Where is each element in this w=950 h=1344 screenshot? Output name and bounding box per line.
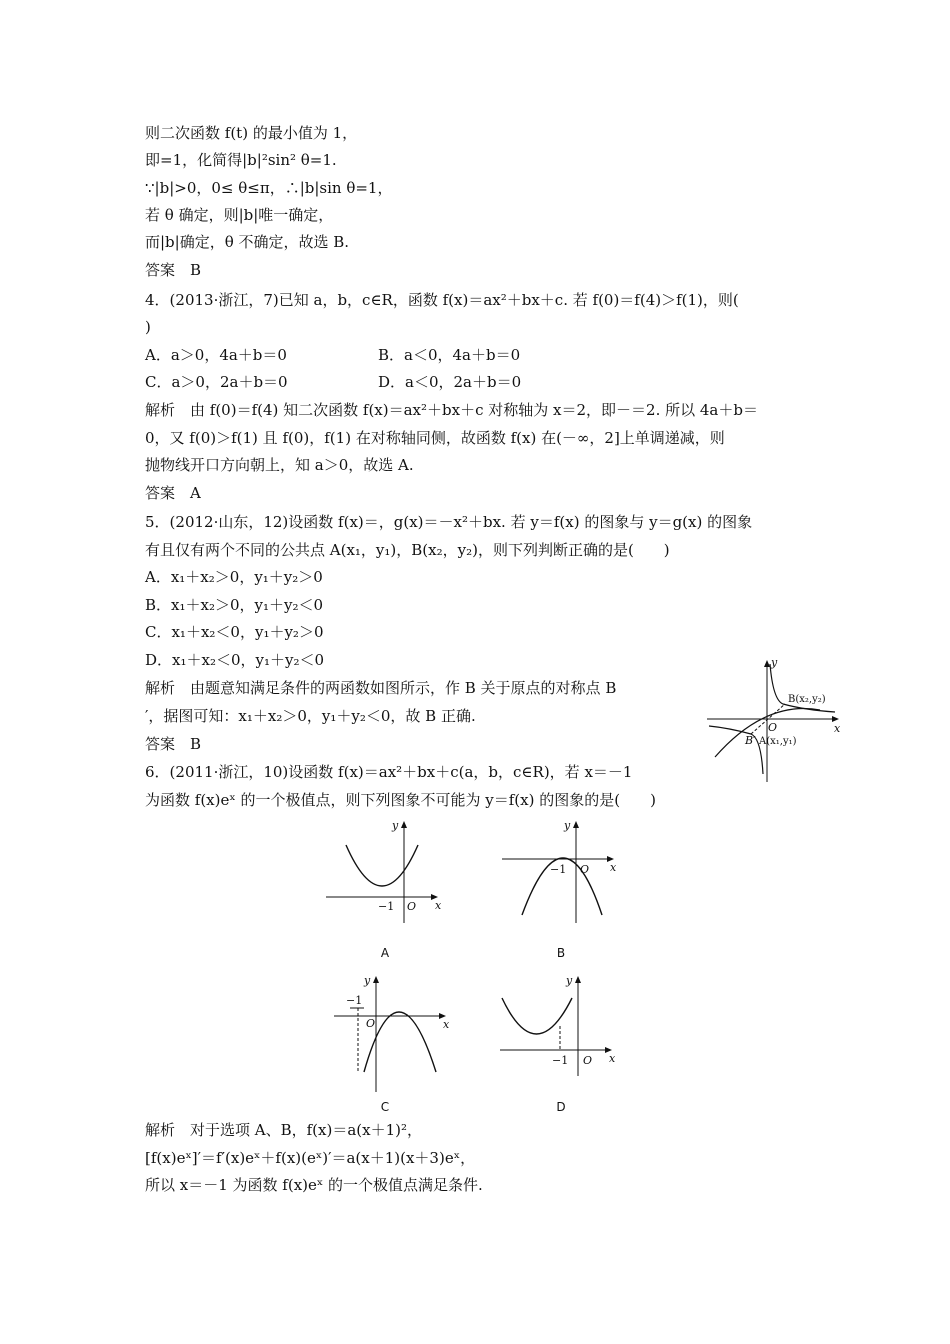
text-line: 即=1，化简得|b|²sin² θ=1.: [145, 151, 337, 169]
label-x: x: [610, 861, 617, 874]
q5-option-b: B．x₁＋x₂＞0，y₁＋y₂＜0: [145, 596, 324, 614]
label-origin: O: [366, 1017, 376, 1030]
y-arrow-icon: [575, 976, 581, 983]
text-line: [f(x)eˣ]′＝f′(x)eˣ＋f(x)(eˣ)′＝a(x＋1)(x＋3)eˣ，: [145, 1149, 476, 1167]
q4-option-a: A．a＞0，4a＋b＝0: [145, 346, 287, 364]
answer-line: 答案 B: [145, 735, 202, 753]
text-line: 解析 由 f(0)＝f(4) 知二次函数 f(x)＝ax²＋bx＋c 对称轴为 x＝2，即－＝2. 所以 4a＋b＝: [145, 401, 758, 419]
parabola: [502, 998, 572, 1034]
text-line: 抛物线开口方向朝上，知 a＞0，故选 A.: [145, 456, 414, 474]
label-origin: O: [768, 721, 778, 734]
y-arrow-icon: [401, 821, 407, 828]
graph-b: [498, 815, 628, 925]
q4-option-d: D．a＜0，2a＋b＝0: [378, 373, 522, 391]
y-arrow-icon: [573, 821, 579, 828]
parabola: [346, 845, 418, 886]
q5-option-a: A．x₁＋x₂＞0，y₁＋y₂＞0: [145, 568, 323, 586]
text-line: 0，又 f(0)＞f(1) 且 f(0)，f(1) 在对称轴同侧，故函数 f(x) 在(－∞，2]上单调递减，则: [145, 429, 725, 447]
label-a: A(x₁,y₁): [759, 736, 797, 747]
text-line: 所以 x＝－1 为函数 f(x)eˣ 的一个极值点满足条件.: [145, 1176, 483, 1194]
q5-option-d: D．x₁＋x₂＜0，y₁＋y₂＜0: [145, 651, 325, 669]
label-b-prime: B′: [745, 734, 756, 747]
graph-caption-d: D: [556, 1100, 566, 1114]
graph-d: [496, 970, 626, 1080]
graph-caption-a: A: [380, 946, 390, 960]
q4-option-b: B．a＜0，4a＋b＝0: [378, 346, 521, 364]
label-origin: O: [583, 1054, 593, 1067]
label-x: x: [443, 1018, 450, 1031]
graph-caption-b: B: [556, 946, 566, 960]
tick-minus-one: −1: [552, 1054, 569, 1067]
text-line: 解析 对于选项 A、B，f(x)＝a(x＋1)²，: [145, 1121, 423, 1139]
text-line: 解析 由题意知满足条件的两函数如图所示，作 B 关于原点的对称点 B: [145, 679, 617, 697]
tick-minus-one: −1: [346, 994, 363, 1007]
label-x: x: [609, 1052, 616, 1065]
text-line: 为函数 f(x)eˣ 的一个极值点，则下列图象不可能为 y＝f(x) 的图象的是( ): [145, 791, 656, 809]
answer-line: 答案 B: [145, 261, 202, 279]
label-b: B(x₂,y₂): [788, 694, 826, 705]
label-x: x: [435, 899, 442, 912]
label-y: y: [392, 819, 399, 832]
question-5: 5．(2012·山东，12)设函数 f(x)＝，g(x)＝－x²＋bx. 若 y＝f(x) 的图象与 y＝g(x) 的图象: [145, 513, 753, 531]
label-y: y: [566, 974, 573, 987]
question-4: 4．(2013·浙江，7)已知 a，b，c∈R，函数 f(x)＝ax²＋bx＋c. 若 f(0)＝f(4)＞f(1)，则(: [145, 291, 739, 309]
answer-line: 答案 A: [145, 484, 201, 502]
graph-caption-c: C: [380, 1100, 390, 1114]
q4-option-c: C．a＞0，2a＋b＝0: [145, 373, 288, 391]
q5-option-c: C．x₁＋x₂＜0，y₁＋y₂＞0: [145, 623, 324, 641]
label-origin: O: [580, 863, 590, 876]
label-y: y: [564, 819, 571, 832]
y-arrow-icon: [764, 660, 770, 667]
text-line: ′，据图可知：x₁＋x₂＞0，y₁＋y₂＜0，故 B 正确.: [145, 707, 476, 725]
text-line: 则二次函数 f(t) 的最小值为 1，: [145, 124, 358, 142]
label-y: y: [364, 974, 371, 987]
q5-figure: [705, 652, 845, 787]
question-6: 6．(2011·浙江，10)设函数 f(x)＝ax²＋bx＋c(a，b，c∈R)，若 x＝－1: [145, 763, 633, 781]
tick-minus-one: −1: [550, 863, 567, 876]
graph-c: [330, 972, 460, 1097]
y-arrow-icon: [373, 976, 379, 983]
text-line: 若 θ 确定，则|b|唯一确定，: [145, 206, 334, 224]
tick-minus-one: −1: [378, 900, 395, 913]
text-line: ∵|b|>0，0≤ θ≤π，∴|b|sin θ=1，: [145, 179, 393, 197]
graph-a: [322, 815, 452, 925]
text-line: 有且仅有两个不同的公共点 A(x₁，y₁)，B(x₂，y₂)，则下列判断正确的是( ): [145, 541, 670, 559]
text-line: 而|b|确定，θ 不确定，故选 B.: [145, 233, 350, 251]
text-line: ): [145, 318, 151, 336]
label-x: x: [834, 722, 841, 735]
label-y: y: [771, 656, 778, 669]
label-origin: O: [407, 900, 417, 913]
